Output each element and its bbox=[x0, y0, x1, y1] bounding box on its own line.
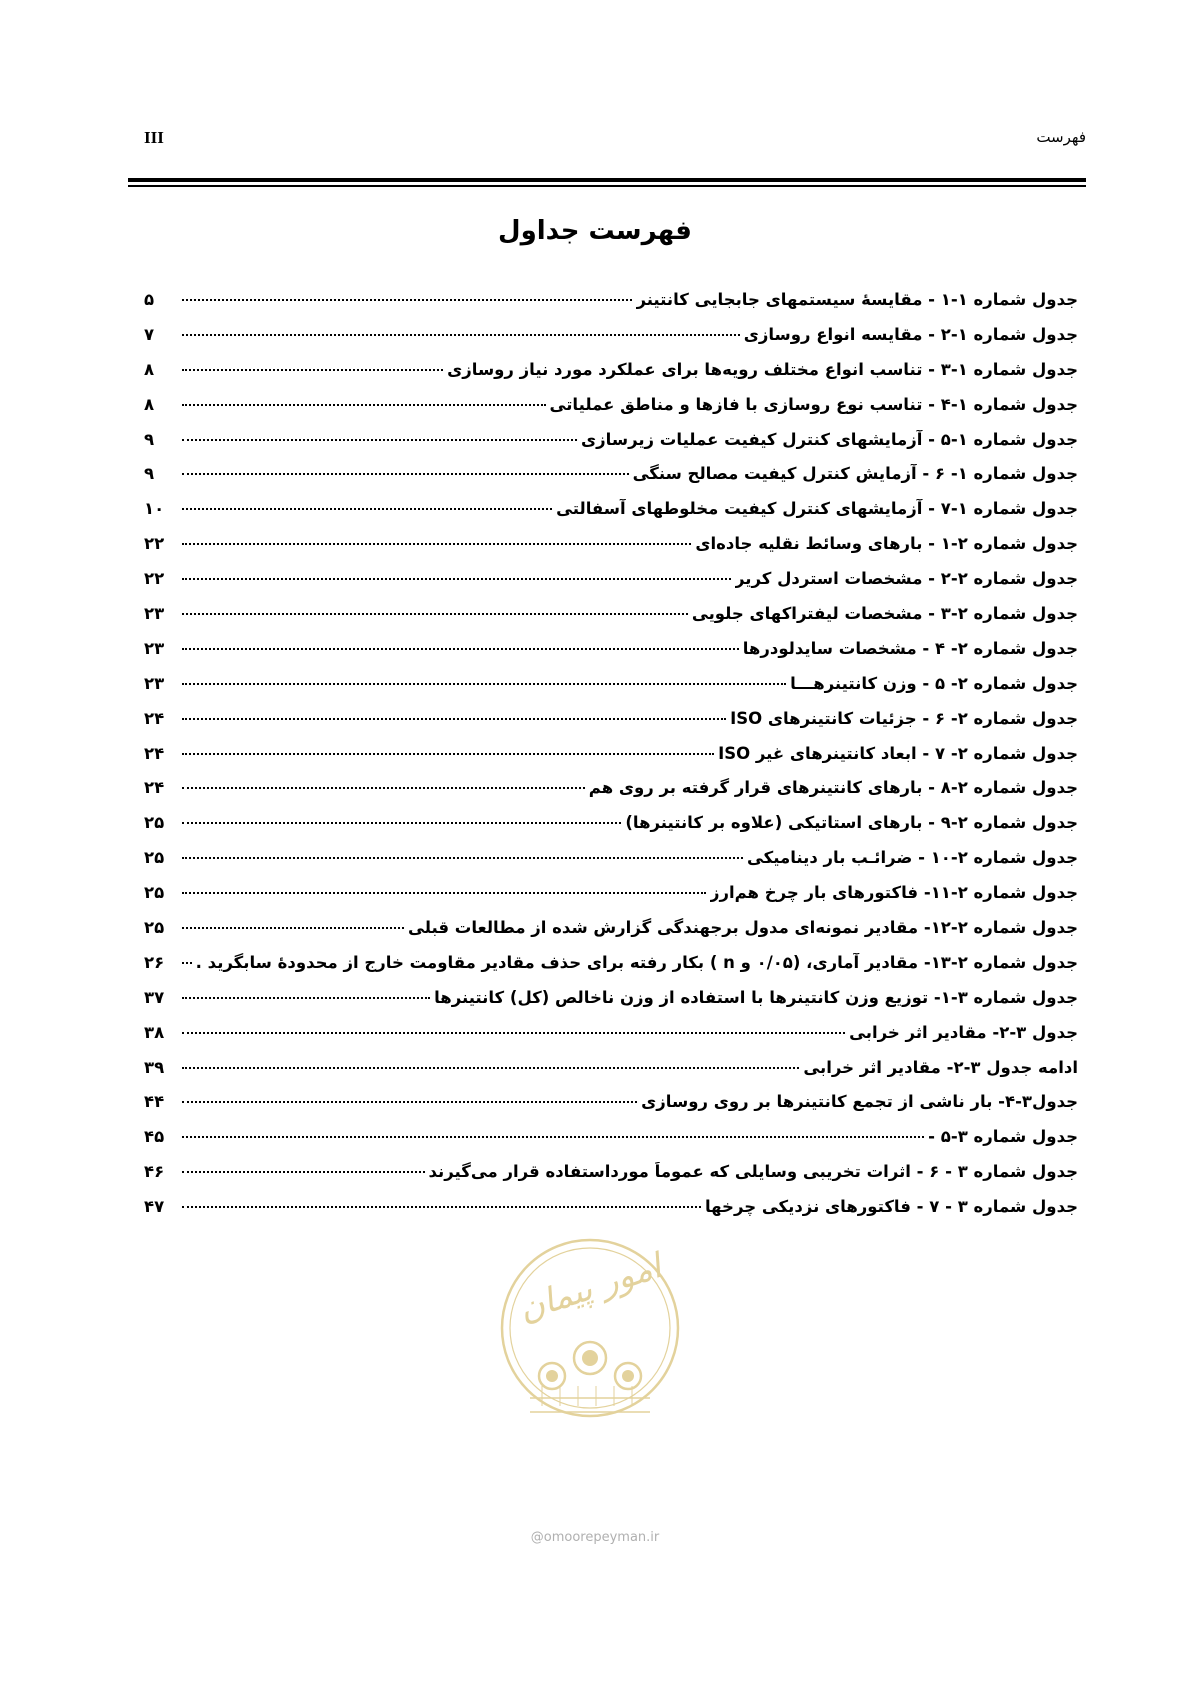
toc-dot-leader bbox=[182, 299, 632, 301]
toc-entry[interactable] bbox=[144, 778, 1078, 813]
toc-dot-leader bbox=[182, 404, 546, 406]
toc-entry-page: ۲۴ bbox=[144, 743, 165, 763]
toc-entry[interactable] bbox=[144, 569, 1078, 604]
toc-dot-leader bbox=[182, 787, 585, 789]
toc-dot-leader bbox=[182, 578, 731, 580]
toc-dot-leader bbox=[182, 369, 443, 371]
toc-title: فهرست جداول bbox=[498, 216, 692, 246]
toc-dot-leader bbox=[182, 508, 552, 510]
toc-dot-leader bbox=[182, 334, 740, 336]
toc-entry-label: جدول شماره ۳-۱- توزیع وزن کانتینرها با استفاده از وزن ناخالص (کل) کانتینرها bbox=[434, 987, 1078, 1007]
watermark-url: @omoorepeyman.ir bbox=[530, 1530, 660, 1545]
toc-entry[interactable] bbox=[144, 395, 1078, 430]
toc-entry-page: ۳۸ bbox=[144, 1022, 165, 1042]
toc-entry[interactable] bbox=[144, 1023, 1078, 1058]
toc-entry-page: ۲۵ bbox=[144, 918, 165, 938]
page-number: III bbox=[144, 128, 164, 147]
toc-entry-label: جدول شماره ۱-۲ - مقایسه انواع روسازی bbox=[743, 324, 1078, 344]
toc-dot-leader bbox=[182, 1101, 637, 1103]
toc-dot-leader bbox=[182, 753, 714, 755]
toc-entry-label: جدول شماره ۱-۵ - آزمایشهای کنترل کیفیت عملیات زیرسازی bbox=[581, 429, 1078, 449]
toc-entry[interactable] bbox=[144, 1197, 1078, 1232]
toc-dot-leader bbox=[182, 683, 786, 685]
toc-dot-leader bbox=[182, 1067, 799, 1069]
toc-entry-page: ۲۳ bbox=[144, 638, 165, 658]
toc-entry[interactable] bbox=[144, 430, 1078, 465]
toc-entry-page: ۱۰ bbox=[144, 499, 165, 519]
toc-entry-label: جدول۳-۴- بار ناشی از تجمع کانتینرها بر روی روسازی bbox=[641, 1092, 1078, 1112]
toc-entry-label: جدول شماره ۲-۹ - بارهای استاتیکی (علاوه بر کانتینرها) bbox=[625, 813, 1078, 833]
toc-entry-page: ۵ bbox=[144, 290, 155, 309]
toc-dot-leader bbox=[182, 718, 726, 720]
toc-entry[interactable] bbox=[144, 290, 1078, 325]
toc-entry-label: جدول شماره ۱-۴ - تناسب نوع روسازی با فازها و مناطق عملیاتی bbox=[549, 394, 1078, 414]
toc-entry-label: جدول شماره ۲-۳ - مشخصات لیفتراکهای جلویی bbox=[691, 604, 1078, 624]
toc-entry[interactable] bbox=[144, 988, 1078, 1023]
toc-dot-leader bbox=[182, 648, 739, 650]
watermark-seal bbox=[490, 1228, 690, 1518]
toc-entry[interactable] bbox=[144, 1058, 1078, 1093]
toc-entry-page: ۲۶ bbox=[144, 952, 165, 972]
toc-entry-page: ۷ bbox=[144, 324, 155, 344]
toc-entry[interactable] bbox=[144, 709, 1078, 744]
toc-entry-page: ۸ bbox=[144, 394, 155, 414]
toc-list bbox=[144, 290, 1078, 1232]
toc-entry[interactable] bbox=[144, 1162, 1078, 1197]
page-header bbox=[128, 128, 1086, 156]
toc-entry[interactable] bbox=[144, 360, 1078, 395]
toc-entry[interactable] bbox=[144, 918, 1078, 953]
toc-dot-leader bbox=[182, 473, 629, 475]
toc-entry[interactable] bbox=[144, 1092, 1078, 1127]
toc-entry[interactable] bbox=[144, 534, 1078, 569]
toc-entry-label: جدول شماره ۲- ۶ - جزئیات کانتینرهای ISO bbox=[730, 708, 1078, 728]
toc-entry-page: ۴۵ bbox=[144, 1127, 165, 1147]
toc-entry-page: ۳۷ bbox=[144, 987, 165, 1007]
toc-entry[interactable] bbox=[144, 604, 1078, 639]
toc-dot-leader bbox=[182, 543, 691, 545]
toc-entry-page: ۴۷ bbox=[144, 1197, 165, 1217]
toc-entry-label: جدول شماره ۳ - ۷ - فاکتورهای نزدیکی چرخها bbox=[704, 1197, 1078, 1217]
toc-entry-label: جدول شماره ۲-۱۲- مقادیر نمونه‌ای مدول برجهندگی گزارش شده از مطالعات قبلی bbox=[408, 918, 1078, 938]
toc-entry-page: ۴۴ bbox=[144, 1092, 165, 1112]
toc-entry[interactable] bbox=[144, 1127, 1078, 1162]
toc-entry[interactable] bbox=[144, 639, 1078, 674]
toc-entry-label: جدول شماره ۱-۷ - آزمایشهای کنترل کیفیت مخلوطهای آسفالتی bbox=[556, 499, 1078, 519]
toc-entry-page: ۹ bbox=[144, 464, 155, 484]
toc-entry-label: جدول شماره ۱-۳ - تناسب انواع مختلف رویه‌ها برای عملکرد مورد نیاز روسازی bbox=[447, 359, 1078, 379]
toc-entry-label: جدول شماره ۲-۱۰ - ضرائـب بار دینامیکی bbox=[746, 848, 1078, 868]
toc-entry-page: ۴۶ bbox=[144, 1162, 165, 1182]
running-title: فهرست bbox=[1036, 128, 1086, 146]
toc-dot-leader bbox=[182, 892, 706, 894]
seal-text: امور پیمان bbox=[513, 1246, 667, 1330]
toc-entry-label: جدول شماره ۳ - ۶ - اثرات تخریبی وسایلی که عموماً مورداستفاده قرار می‌گیرند bbox=[428, 1162, 1078, 1182]
toc-dot-leader bbox=[182, 857, 743, 859]
toc-entry-label: جدول شماره ۱- ۶ - آزمایش کنترل کیفیت مصالح سنگی bbox=[632, 464, 1078, 484]
toc-dot-leader bbox=[182, 1171, 425, 1173]
toc-dot-leader bbox=[182, 1136, 924, 1138]
toc-entry-label: ادامه جدول ۳-۲- مقادیر اثر خرابی bbox=[803, 1057, 1078, 1077]
toc-dot-leader bbox=[182, 822, 621, 824]
toc-entry-page: ۲۵ bbox=[144, 848, 165, 868]
toc-dot-leader bbox=[182, 997, 430, 999]
toc-entry-label: جدول شماره ۲-۱۱- فاکتورهای بار چرخ هم‌ارز bbox=[709, 883, 1078, 903]
toc-entry[interactable] bbox=[144, 744, 1078, 779]
toc-entry-page: ۲۳ bbox=[144, 604, 165, 624]
toc-entry-label: جدول شماره ۲-۱۳- مقادیر آماری، (۰/۰۵ و n ) بکار رفته برای حذف مقادیر مقاومت خارج از محدودهٔ سابگرید . bbox=[196, 952, 1078, 972]
toc-dot-leader bbox=[182, 962, 192, 964]
toc-entry-page: ۲۴ bbox=[144, 778, 165, 798]
header-rule-thick bbox=[128, 178, 1086, 182]
toc-entry-page: ۲۲ bbox=[144, 569, 165, 589]
toc-entry-page: ۲۵ bbox=[144, 883, 165, 903]
toc-entry-label: جدول شماره ۲- ۵ - وزن کانتینرهـــا bbox=[790, 673, 1078, 693]
header-rule-thin bbox=[128, 185, 1086, 187]
toc-entry-label: جدول شماره ۱-۱ - مقایسهٔ سیستمهای جابجایی کانتینر bbox=[636, 290, 1078, 309]
toc-entry-label: جدول شماره ۲-۲ - مشخصات استردل کریر bbox=[735, 569, 1078, 589]
toc-dot-leader bbox=[182, 1206, 701, 1208]
toc-entry[interactable] bbox=[144, 953, 1078, 988]
toc-dot-leader bbox=[182, 613, 688, 615]
toc-dot-leader bbox=[182, 1032, 845, 1034]
toc-entry[interactable] bbox=[144, 813, 1078, 848]
toc-entry-page: ۲۵ bbox=[144, 813, 165, 833]
toc-entry[interactable] bbox=[144, 848, 1078, 883]
toc-entry[interactable] bbox=[144, 464, 1078, 499]
toc-entry-label: جدول شماره ۲- ۴ - مشخصات سایدلودرها bbox=[742, 638, 1078, 658]
toc-entry-page: ۸ bbox=[144, 359, 155, 379]
toc-entry-page: ۲۲ bbox=[144, 534, 165, 554]
toc-entry-page: ۲۴ bbox=[144, 708, 165, 728]
toc-entry[interactable] bbox=[144, 325, 1078, 360]
toc-entry-label: جدول ۳-۲- مقادیر اثر خرابی bbox=[849, 1022, 1078, 1042]
toc-entry-page: ۲۳ bbox=[144, 673, 165, 693]
toc-dot-leader bbox=[182, 439, 577, 441]
toc-entry-page: ۳۹ bbox=[144, 1057, 165, 1077]
toc-entry-label: جدول شماره ۳-۵ - bbox=[928, 1127, 1078, 1147]
toc-dot-leader bbox=[182, 927, 404, 929]
toc-entry-page: ۹ bbox=[144, 429, 155, 449]
toc-entry-label: جدول شماره ۲-۱ - بارهای وسائط نقلیه جاده‌ای bbox=[695, 534, 1078, 554]
toc-entry[interactable] bbox=[144, 883, 1078, 918]
toc-entry[interactable] bbox=[144, 674, 1078, 709]
toc-entry-label: جدول شماره ۲-۸ - بارهای کانتینرهای قرار گرفته بر روی هم bbox=[588, 778, 1078, 798]
toc-entry-label: جدول شماره ۲- ۷ - ابعاد کانتینرهای غیر ISO bbox=[718, 743, 1078, 763]
toc-entry[interactable] bbox=[144, 499, 1078, 534]
